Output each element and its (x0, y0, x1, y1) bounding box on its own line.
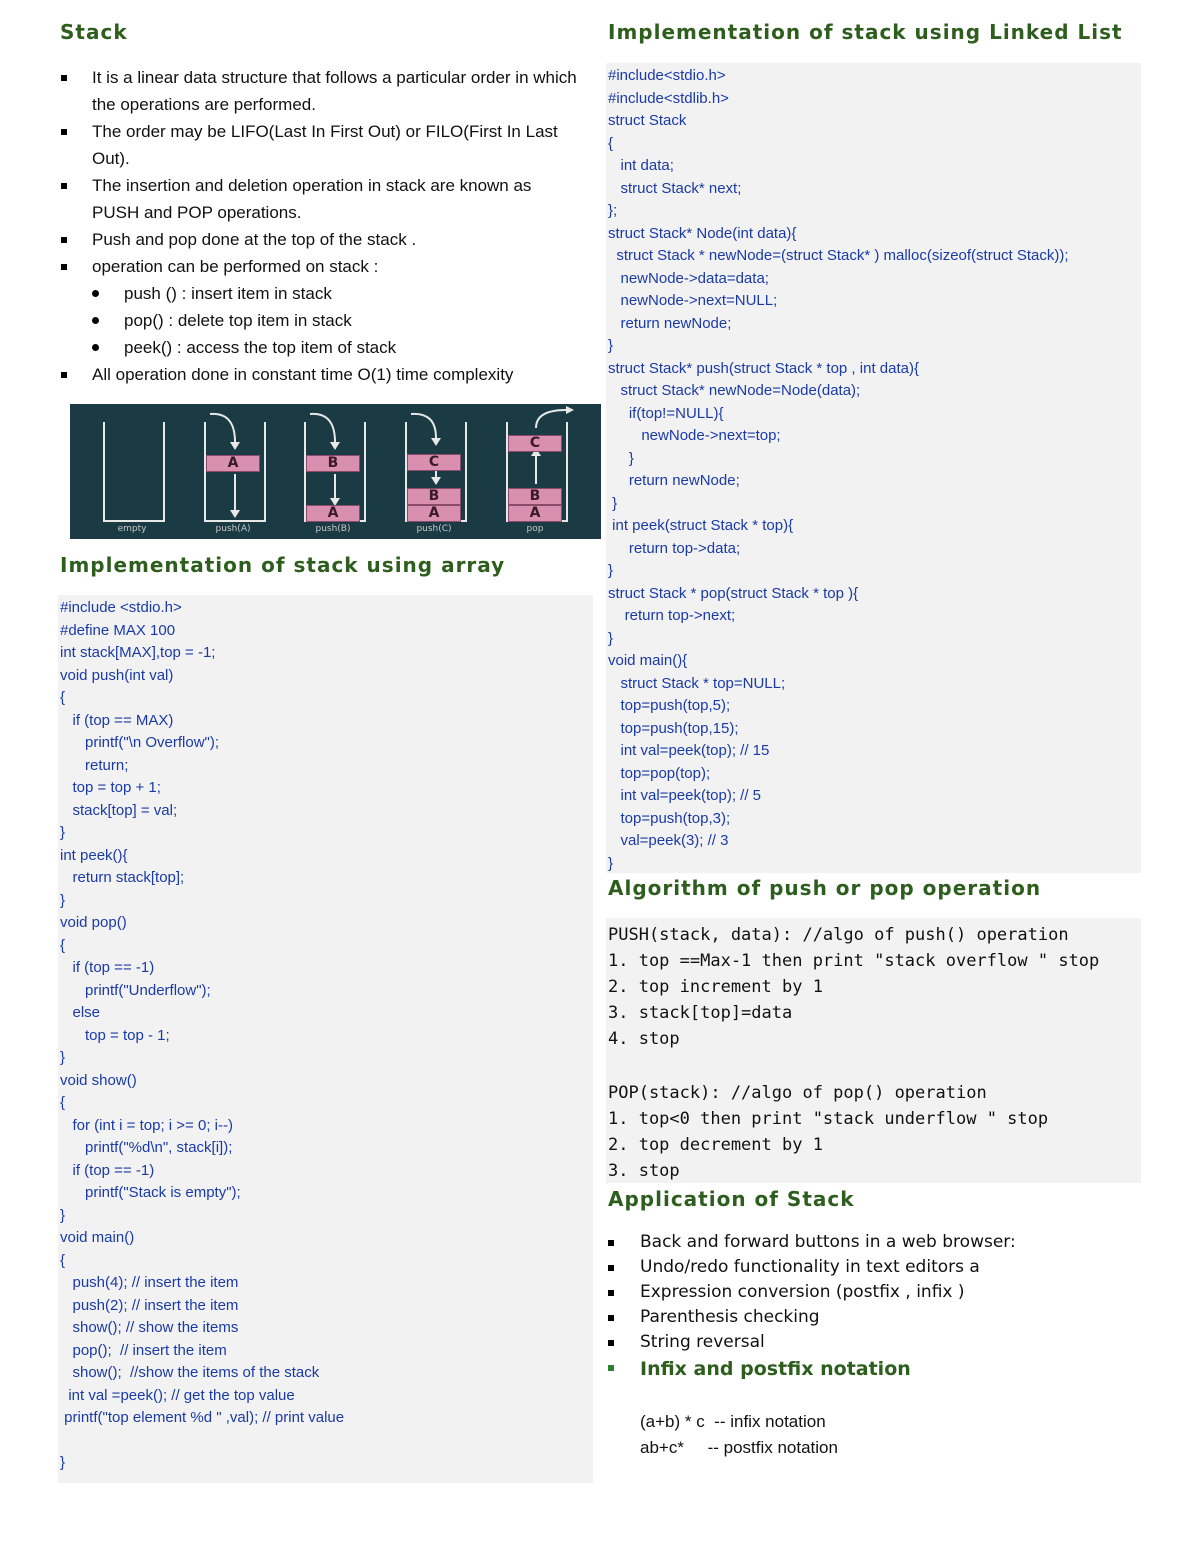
code-line: newNode->next=top; (608, 427, 781, 444)
stack-definition-list (58, 64, 578, 388)
code-line: else (60, 1004, 101, 1021)
code-line: show(); //show the items of the stack (60, 1364, 320, 1381)
push-algorithm (608, 922, 1099, 1052)
list-item: String reversal (606, 1330, 1142, 1355)
code-line: struct Stack * top=NULL; (608, 674, 786, 692)
algo-line: 1. top ==Max-1 then print "stack overflow " stop (608, 951, 1100, 971)
notation-subheading: Infix and postfix notation (606, 1355, 1142, 1383)
code-line: struct Stack* next; (608, 179, 742, 197)
linked-list-implementation-heading: Implementation of stack using Linked List (608, 20, 1123, 44)
code-line: void pop() (60, 914, 127, 931)
code-line: show(); // show the items (60, 1319, 239, 1336)
code-line: if (top == MAX) (60, 711, 174, 729)
list-item: Push and pop done at the top of the stack . (58, 226, 578, 253)
code-line: int stack[MAX],top = -1; (60, 644, 216, 661)
list-item: pop() : delete top item in stack (58, 307, 578, 334)
list-item: Expression conversion (postfix , infix ) (606, 1280, 1142, 1305)
diagram-label: push(B) (315, 524, 351, 534)
code-line: top = top + 1; (60, 779, 161, 796)
code-line: } (608, 562, 614, 579)
postfix-example: ab+c* -- postfix notation (640, 1438, 838, 1457)
array-implementation-heading: Implementation of stack using array (60, 553, 506, 577)
code-line: top = top - 1; (60, 1026, 170, 1044)
list-item: The insertion and deletion operation in stack are known as PUSH and POP operations. (58, 172, 578, 226)
code-line: }; (608, 202, 618, 219)
code-line: if(top!=NULL){ (608, 404, 724, 422)
code-line: #define MAX 100 (60, 621, 176, 639)
code-line: #include<stdlib.h> (608, 89, 729, 107)
code-line: printf("\n Overflow"); (60, 734, 220, 751)
code-line: newNode->next=NULL; (608, 292, 778, 309)
stack-block-a: A (206, 455, 260, 472)
code-line: return stack[top]; (60, 869, 185, 886)
list-item: The order may be LIFO(Last In First Out) or FILO(First In Last Out). (58, 118, 578, 172)
code-line: push(2); // insert the item (60, 1296, 239, 1314)
diagram-label: pop (526, 524, 544, 534)
diagram-label: push(C) (416, 524, 452, 534)
code-line: int data; (608, 157, 674, 174)
algorithm-block (606, 918, 1141, 1183)
arrow-down-icon (310, 414, 335, 442)
code-line: void show() (60, 1071, 137, 1089)
code-line: { (60, 1251, 66, 1269)
list-item: push () : insert item in stack (58, 280, 578, 307)
code-line: printf("Underflow"); (60, 981, 211, 999)
code-line: return; (60, 756, 129, 774)
code-line: return top->next; (608, 607, 736, 624)
code-line (60, 1430, 344, 1453)
code-line: } (608, 854, 614, 872)
list-item: Back and forward buttons in a web browser: (606, 1230, 1142, 1255)
list-item: operation can be performed on stack : (58, 253, 578, 280)
algo-line: 2. top increment by 1 (608, 977, 823, 997)
algo-line: POP(stack): //algo of pop() operation (608, 1083, 987, 1103)
diagram-label: push(A) (215, 524, 251, 534)
code-line: } (608, 494, 618, 512)
list-item: peek() : access the top item of stack (58, 334, 578, 361)
code-line: } (608, 449, 634, 467)
code-line: { (608, 134, 614, 152)
code-line: top=push(top,3); (608, 809, 731, 827)
code-line: void push(int val) (60, 666, 174, 684)
infix-example: (a+b) * c -- infix notation (640, 1412, 826, 1431)
code-line: } (608, 337, 614, 354)
code-line: struct Stack* push(struct Stack * top , int data){ (608, 359, 919, 377)
code-line: int peek(struct Stack * top){ (608, 517, 794, 534)
list-item: It is a linear data structure that follows a particular order in which the operations are performed. (58, 64, 578, 118)
list-item: Parenthesis checking (606, 1305, 1142, 1330)
code-line: return newNode; (608, 472, 740, 489)
algo-line: 2. top decrement by 1 (608, 1135, 823, 1155)
algo-line: PUSH(stack, data): //algo of push() operation (608, 925, 1069, 945)
stack-heading: Stack (60, 20, 128, 44)
code-line: struct Stack* newNode=Node(data); (608, 382, 861, 399)
code-line: push(4); // insert the item (60, 1274, 239, 1291)
code-line: for (int i = top; i >= 0; i--) (60, 1116, 233, 1134)
code-line: stack[top] = val; (60, 801, 178, 819)
arrow-up-icon (536, 410, 566, 428)
algo-line: 4. stop (608, 1029, 680, 1049)
code-line: printf("%d\n", stack[i]); (60, 1139, 233, 1156)
code-line: { (60, 936, 66, 954)
code-line: printf("Stack is empty"); (60, 1184, 241, 1201)
code-line: { (60, 1094, 66, 1111)
code-line: struct Stack* Node(int data){ (608, 224, 797, 242)
code-line: int val =peek(); // get the top value (60, 1386, 295, 1404)
code-line: struct Stack (608, 112, 687, 129)
stack-block-b: B (407, 488, 461, 505)
code-line: { (60, 689, 66, 706)
algo-line: 3. stop (608, 1161, 680, 1181)
stack-block-a: A (508, 505, 562, 522)
code-line: } (60, 891, 66, 909)
code-line: top=pop(top); (608, 764, 711, 782)
code-line: } (60, 1454, 66, 1471)
code-line: #include<stdio.h> (608, 67, 726, 84)
algo-line: 1. top<0 then print "stack underflow " stop (608, 1109, 1049, 1129)
code-line: #include <stdio.h> (60, 599, 182, 616)
array-code-block (58, 595, 593, 1483)
linked-list-code-block (606, 63, 1141, 873)
code-line: top=push(top,15); (608, 719, 739, 737)
code-lines (60, 597, 344, 1475)
stack-block-b: B (306, 455, 360, 472)
code-line: int val=peek(top); // 15 (608, 742, 770, 759)
code-line: } (608, 629, 614, 647)
code-line: val=peek(3); // 3 (608, 832, 729, 849)
diagram-label: empty (117, 524, 147, 534)
stack-block-c: C (508, 435, 562, 452)
code-line: struct Stack * newNode=(struct Stack* ) malloc(sizeof(struct Stack)); (608, 247, 1069, 264)
code-line: printf("top element %d " ,val); // print value (60, 1409, 345, 1426)
stack-block-a: A (306, 505, 360, 522)
code-line: pop(); // insert the item (60, 1341, 227, 1359)
algorithm-heading: Algorithm of push or pop operation (608, 876, 1042, 900)
algo-line: 3. stack[top]=data (608, 1003, 793, 1023)
code-line: return top->data; (608, 539, 741, 557)
stack-block-c: C (407, 454, 461, 471)
code-line: struct Stack * pop(struct Stack * top ){ (608, 584, 859, 602)
code-line: return newNode; (608, 314, 732, 332)
code-line: top=push(top,5); (608, 697, 731, 714)
code-lines (608, 65, 1069, 875)
application-list (606, 1230, 1142, 1383)
code-line: if (top == -1) (60, 959, 155, 976)
pop-algorithm (608, 1080, 1048, 1184)
arrow-down-icon (411, 414, 436, 438)
stack-block-a: A (407, 505, 461, 522)
code-line: void main() (60, 1229, 135, 1246)
code-line: int peek(){ (60, 846, 128, 864)
arrow-down-icon (210, 414, 235, 442)
list-item: All operation done in constant time O(1) time complexity (58, 361, 578, 388)
code-line: } (60, 824, 66, 841)
code-line: } (60, 1049, 66, 1066)
list-item: Undo/redo functionality in text editors a (606, 1255, 1142, 1280)
stack-block-b: B (508, 488, 562, 505)
code-line: if (top == -1) (60, 1161, 155, 1179)
stack-operations-diagram (70, 404, 601, 539)
code-line: } (60, 1206, 66, 1224)
code-line: newNode->data=data; (608, 269, 769, 287)
code-line: int val=peek(top); // 5 (608, 787, 761, 804)
application-heading: Application of Stack (608, 1187, 855, 1211)
code-line: void main(){ (608, 652, 688, 669)
